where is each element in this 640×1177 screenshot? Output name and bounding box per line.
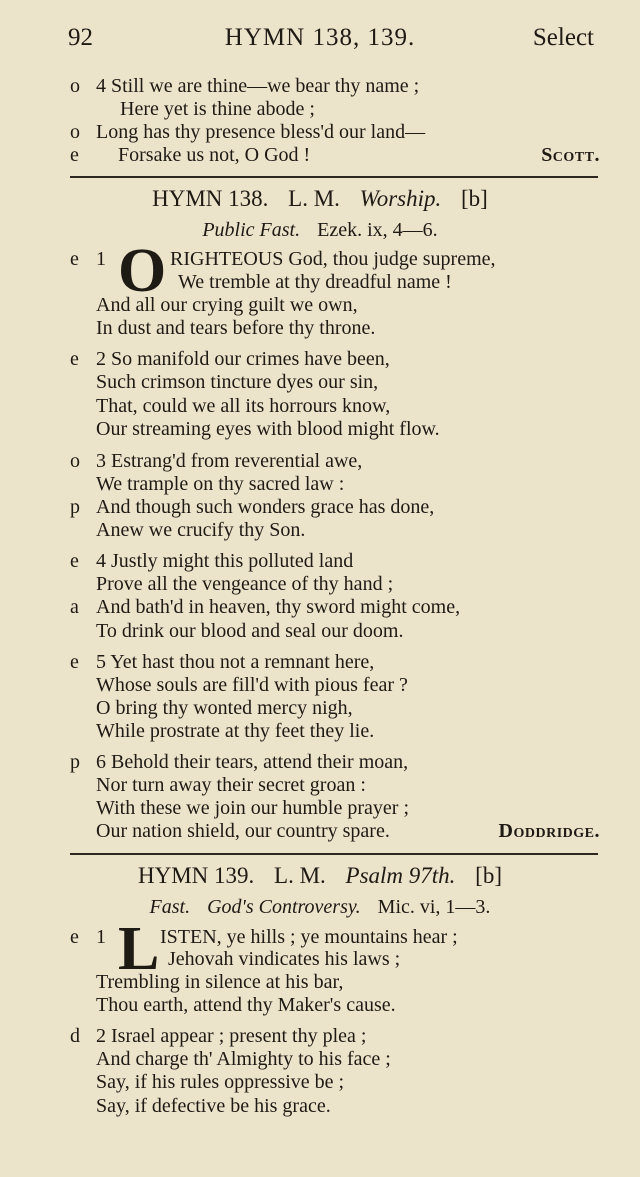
verse-line: Our nation shield, our country spare. Doddridge. — [96, 820, 600, 842]
verse-line: Trembling in silence at his bar, — [96, 971, 344, 993]
verse-line: And all our crying guilt we own, — [96, 294, 358, 316]
divider-rule — [70, 853, 598, 855]
dynamic-mark: e — [70, 248, 79, 270]
verse-line: p 6 Behold their tears, attend their moan, — [70, 751, 409, 773]
verse-line: Thou earth, attend thy Maker's cause. — [96, 994, 396, 1016]
verse-line: Here yet is thine abode ; — [120, 98, 315, 120]
verse-line: e 4 Justly might this polluted land — [70, 550, 354, 572]
dynamic-mark: e — [70, 550, 79, 572]
author-attribution: Scott. — [541, 144, 600, 166]
verse-line: e 5 Yet hast thou not a remnant here, — [70, 651, 375, 673]
dynamic-mark: e — [70, 651, 79, 673]
verse-line: In dust and tears before thy throne. — [96, 317, 376, 339]
verse-line: a And bath'd in heaven, thy sword might come, — [70, 596, 461, 618]
verse-line: e 2 So manifold our crimes have been, — [70, 348, 390, 370]
dynamic-mark: o — [70, 75, 80, 97]
dynamic-mark: o — [70, 450, 80, 472]
verse-line: Whose souls are fill'd with pious fear ? — [96, 674, 408, 696]
dynamic-mark: a — [70, 596, 79, 618]
verse-line: Such crimson tincture dyes our sin, — [96, 371, 379, 393]
divider-rule — [70, 176, 598, 178]
verse-line: Nor turn away their secret groan : — [96, 774, 366, 796]
stanza-number: 1 — [96, 248, 106, 270]
verse-line: d 2 Israel appear ; present thy plea ; — [70, 1025, 367, 1047]
dynamic-mark: e — [70, 926, 79, 948]
dynamic-mark: p — [70, 751, 80, 773]
verse-line: p And though such wonders grace has done, — [70, 496, 435, 518]
verse-line: o 3 Estrang'd from reverential awe, — [70, 450, 363, 472]
verse-line: Prove all the vengeance of thy hand ; — [96, 573, 394, 595]
verse-line: We trample on thy sacred law : — [96, 473, 345, 495]
drop-cap: O — [118, 237, 167, 305]
dynamic-mark: e — [70, 144, 79, 166]
verse-line: Say, if his rules oppressive be ; — [96, 1071, 345, 1093]
verse-line: e 1 ISTEN, ye hills ; ye mountains hear ; — [70, 926, 458, 948]
dynamic-mark: d — [70, 1025, 80, 1047]
verse-line: We tremble at thy dreadful name ! — [178, 271, 452, 293]
verse-line: That, could we all its horrours know, — [96, 395, 391, 417]
verse-line: And charge th' Almighty to his face ; — [96, 1048, 391, 1070]
section-title: Select — [532, 24, 594, 51]
verse-line: While prostrate at thy feet they lie. — [96, 720, 375, 742]
verse-line: O bring thy wonted mercy nigh, — [96, 697, 353, 719]
hymn-138-title: HYMN 138. L. M. Worship. [b] — [152, 186, 488, 211]
dynamic-mark: e — [70, 348, 79, 370]
dynamic-mark: o — [70, 121, 80, 143]
stanza-number: 1 — [96, 926, 106, 948]
verse-line: e Forsake us not, O God ! Scott. — [70, 144, 600, 166]
verse-line: Anew we crucify thy Son. — [96, 519, 306, 541]
verse-line: o 4 Still we are thine—we bear thy name ; — [70, 75, 420, 97]
verse-line: o Long has thy presence bless'd our land— — [70, 121, 426, 143]
verse-line: To drink our blood and seal our doom. — [96, 620, 404, 642]
running-title: HYMN 138, 139. — [224, 24, 416, 51]
drop-cap: L — [118, 915, 160, 983]
page-number: 92 — [68, 24, 93, 51]
verse-line: e 1 RIGHTEOUS God, thou judge supreme, — [70, 248, 496, 270]
hymn-139-subtitle: Fast. God's Controversy. Mic. vi, 1—3. — [149, 896, 491, 918]
page-header — [0, 24, 640, 58]
author-attribution: Doddridge. — [498, 820, 600, 842]
verse-line: Say, if defective be his grace. — [96, 1095, 331, 1117]
dynamic-mark: p — [70, 496, 80, 518]
verse-line: Jehovah vindicates his laws ; — [168, 948, 401, 970]
verse-line: Our streaming eyes with blood might flow. — [96, 418, 440, 440]
hymn-139-title: HYMN 139. L. M. Psalm 97th. [b] — [138, 863, 502, 888]
verse-line: With these we join our humble prayer ; — [96, 797, 409, 819]
hymn-138-subtitle: Public Fast. Ezek. ix, 4—6. — [202, 219, 438, 241]
